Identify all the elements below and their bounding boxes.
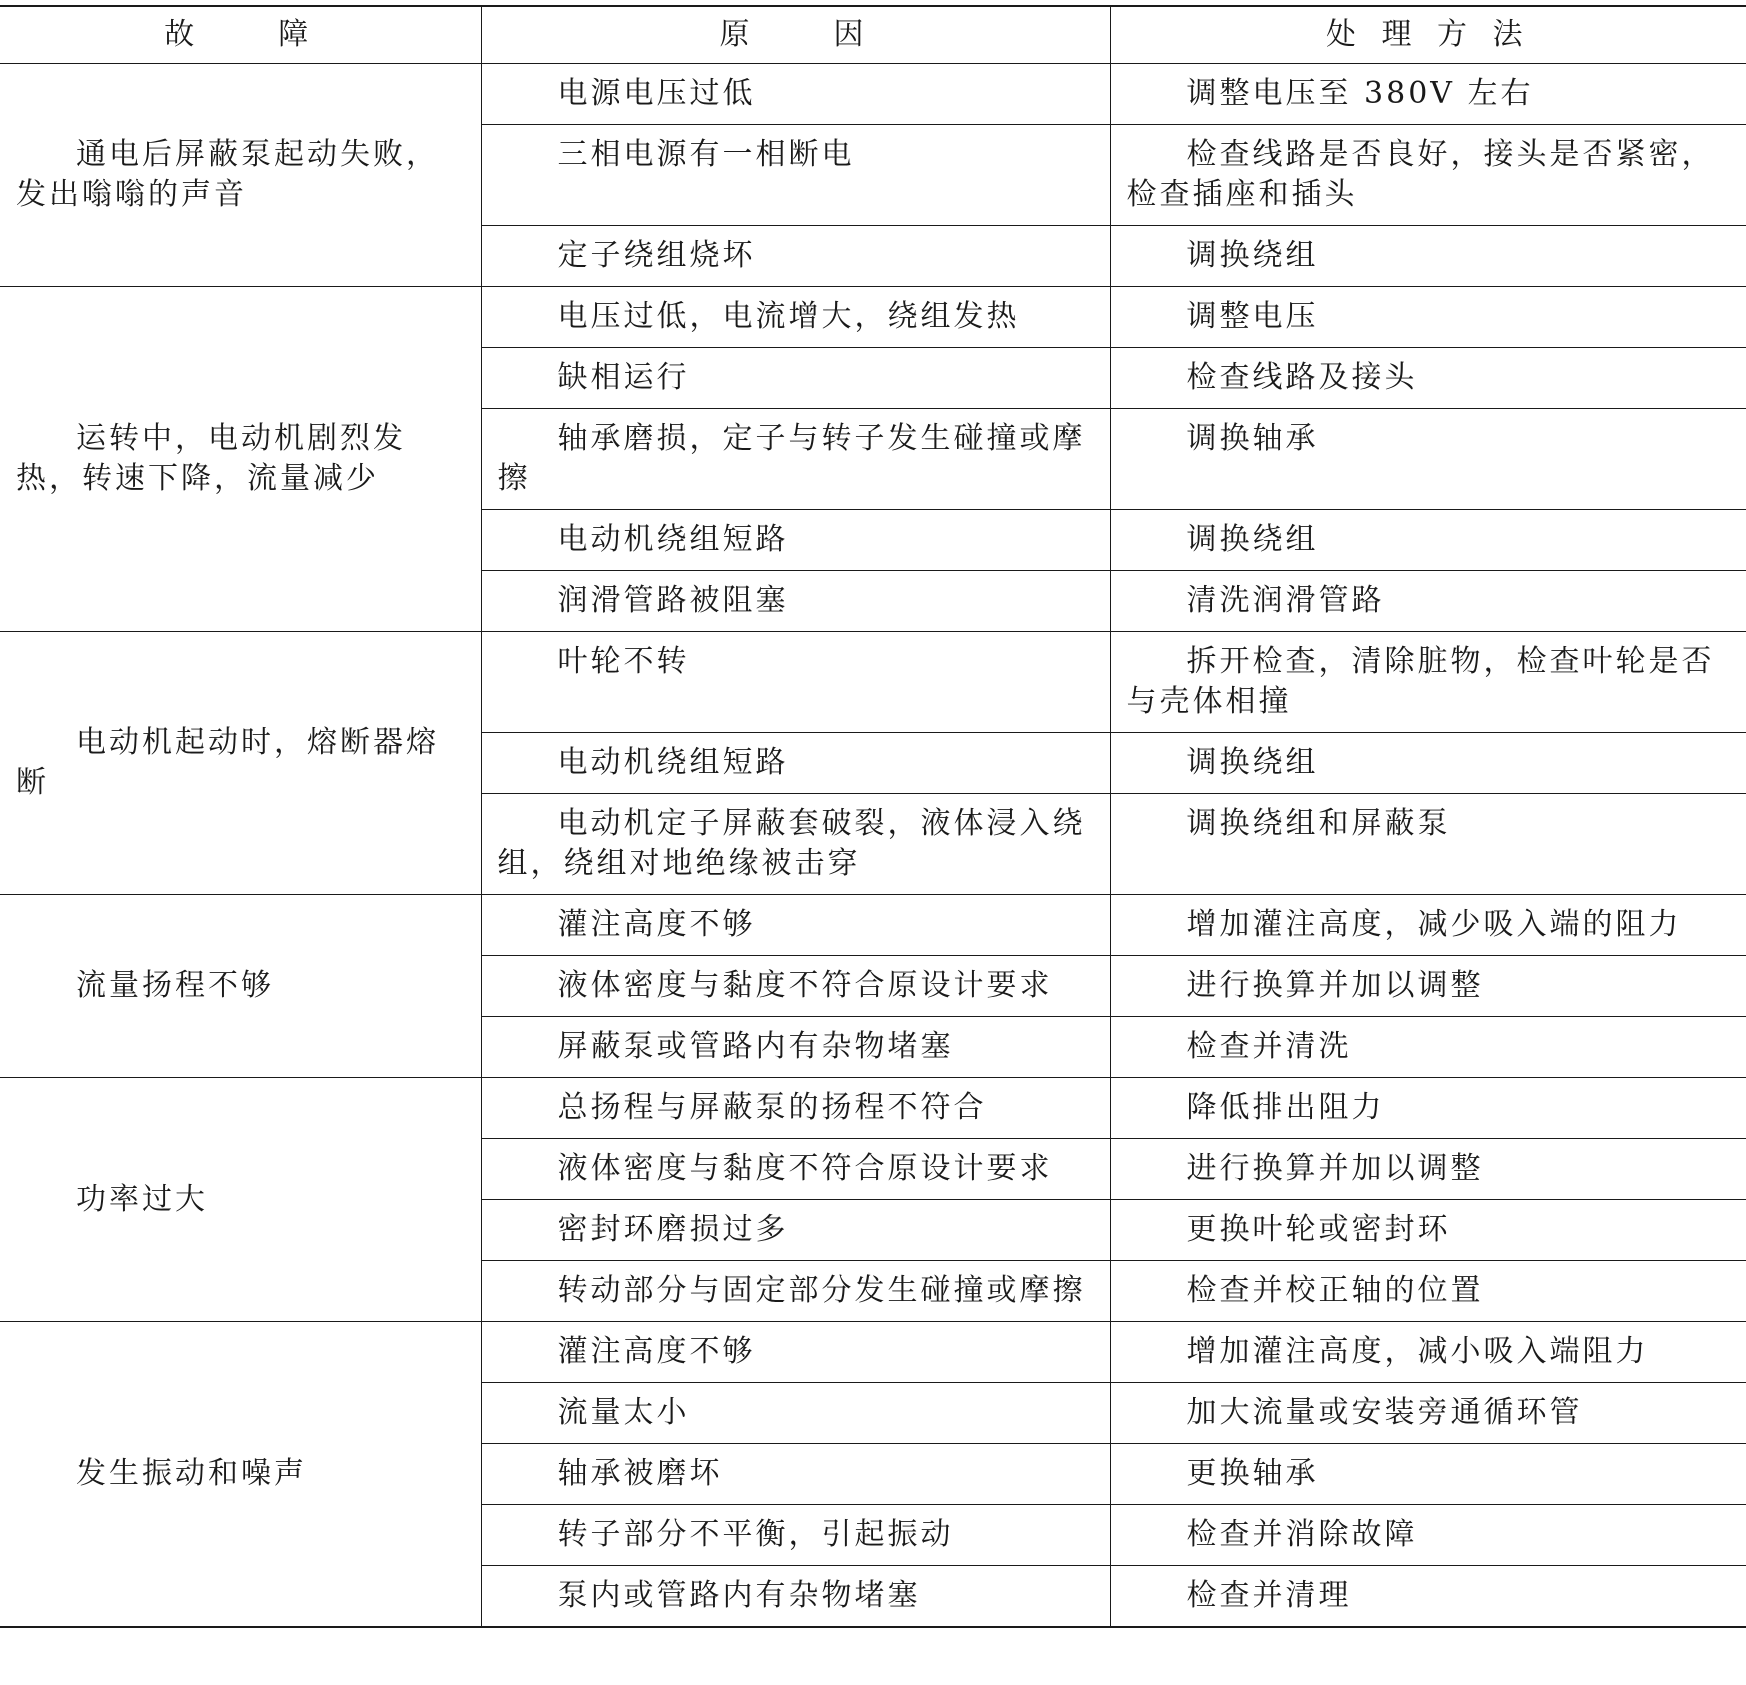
fault-cell: [0, 895, 481, 1078]
method-cell: [1110, 1200, 1746, 1261]
method-text: 更换叶轮或密封环: [1186, 1212, 1451, 1247]
cause-cell: [481, 510, 1110, 571]
cause-cell: [481, 1383, 1110, 1444]
method-cell: [1110, 956, 1746, 1017]
method-text: 检查并清理: [1186, 1578, 1352, 1613]
method-cell: [1110, 1505, 1746, 1566]
method-cell: [1110, 632, 1746, 733]
method-cell: [1110, 1383, 1746, 1444]
cause-text: 屏蔽泵或管路内有杂物堵塞: [557, 1029, 954, 1064]
method-text: 调换轴承: [1186, 421, 1319, 456]
table-row: [0, 64, 1746, 125]
cause-text: 三相电源有一相断电: [557, 137, 855, 172]
cause-text: 液体密度与黏度不符合原设计要求: [557, 968, 1053, 1003]
table-row: [0, 632, 1746, 733]
cause-text: 电动机定子屏蔽套破裂，液体浸入绕组，绕组对地绝缘被击穿: [497, 806, 1086, 881]
fault-cell: [0, 1322, 481, 1628]
cause-cell: [481, 1505, 1110, 1566]
method-text: 调整电压: [1186, 299, 1319, 334]
method-cell: [1110, 571, 1746, 632]
cause-cell: [481, 1200, 1110, 1261]
cause-cell: [481, 1444, 1110, 1505]
method-text: 检查线路及接头: [1186, 360, 1418, 395]
cause-text: 电压过低，电流增大，绕组发热: [557, 299, 1020, 334]
cause-cell: [481, 348, 1110, 409]
method-text: 更换轴承: [1186, 1456, 1319, 1491]
fault-cell: [0, 287, 481, 632]
method-text: 调整电压至 380V 左右: [1186, 76, 1534, 111]
cause-text: 定子绕组烧坏: [557, 238, 756, 273]
cause-text: 轴承磨损，定子与转子发生碰撞或摩擦: [497, 421, 1086, 496]
method-cell: [1110, 226, 1746, 287]
cause-cell: [481, 125, 1110, 226]
table-body: [0, 64, 1746, 1628]
cause-text: 润滑管路被阻塞: [557, 583, 789, 618]
header-row: [0, 6, 1746, 64]
cause-cell: [481, 287, 1110, 348]
cause-cell: [481, 956, 1110, 1017]
cause-text: 缺相运行: [557, 360, 690, 395]
cause-cell: [481, 1139, 1110, 1200]
cause-text: 灌注高度不够: [557, 1334, 756, 1369]
method-cell: [1110, 1139, 1746, 1200]
method-text: 调换绕组: [1186, 238, 1319, 273]
cause-cell: [481, 794, 1110, 895]
header-cause: 原 因: [481, 6, 1110, 64]
method-cell: [1110, 1444, 1746, 1505]
cause-text: 电动机绕组短路: [557, 745, 789, 780]
method-cell: [1110, 1078, 1746, 1139]
cause-cell: [481, 1078, 1110, 1139]
method-text: 进行换算并加以调整: [1186, 1151, 1484, 1186]
table-row: [0, 895, 1746, 956]
method-text: 降低排出阻力: [1186, 1090, 1385, 1125]
method-text: 检查并校正轴的位置: [1186, 1273, 1484, 1308]
cause-text: 灌注高度不够: [557, 907, 756, 942]
cause-cell: [481, 1322, 1110, 1383]
fault-text: 电动机起动时，熔断器熔断: [16, 725, 439, 800]
fault-text: 发生振动和噪声: [76, 1456, 307, 1491]
cause-text: 密封环磨损过多: [557, 1212, 789, 1247]
method-text: 增加灌注高度，减少吸入端的阻力: [1186, 907, 1682, 942]
cause-text: 流量太小: [557, 1395, 690, 1430]
method-cell: [1110, 1261, 1746, 1322]
cause-cell: [481, 226, 1110, 287]
cause-text: 总扬程与屏蔽泵的扬程不符合: [557, 1090, 987, 1125]
method-text: 检查并消除故障: [1186, 1517, 1418, 1552]
header-fault: 故 障: [0, 6, 481, 64]
table-row: [0, 1078, 1746, 1139]
fault-cell: [0, 632, 481, 895]
method-text: 拆开检查，清除脏物，检查叶轮是否与壳体相撞: [1126, 644, 1715, 719]
cause-text: 转动部分与固定部分发生碰撞或摩擦: [557, 1273, 1086, 1308]
method-cell: [1110, 287, 1746, 348]
method-text: 检查线路是否良好，接头是否紧密，检查插座和插头: [1126, 137, 1715, 212]
fault-text: 运转中，电动机剧烈发热，转速下降，流量减少: [16, 421, 406, 496]
cause-cell: [481, 632, 1110, 733]
cause-cell: [481, 733, 1110, 794]
method-cell: [1110, 1017, 1746, 1078]
cause-cell: [481, 64, 1110, 125]
cause-cell: [481, 895, 1110, 956]
method-cell: [1110, 510, 1746, 571]
method-text: 增加灌注高度，减小吸入端阻力: [1186, 1334, 1649, 1369]
table-row: [0, 1322, 1746, 1383]
method-cell: [1110, 348, 1746, 409]
cause-cell: [481, 571, 1110, 632]
method-text: 检查并清洗: [1186, 1029, 1352, 1064]
method-cell: [1110, 1322, 1746, 1383]
method-cell: [1110, 794, 1746, 895]
cause-text: 转子部分不平衡，引起振动: [557, 1517, 954, 1552]
method-text: 清洗润滑管路: [1186, 583, 1385, 618]
method-text: 调换绕组和屏蔽泵: [1186, 806, 1451, 841]
method-cell: [1110, 125, 1746, 226]
cause-cell: [481, 409, 1110, 510]
cause-text: 液体密度与黏度不符合原设计要求: [557, 1151, 1053, 1186]
method-text: 加大流量或安装旁通循环管: [1186, 1395, 1583, 1430]
cause-text: 电源电压过低: [557, 76, 756, 111]
fault-cell: [0, 1078, 481, 1322]
method-cell: [1110, 1566, 1746, 1628]
method-cell: [1110, 733, 1746, 794]
cause-text: 电动机绕组短路: [557, 522, 789, 557]
method-text: 进行换算并加以调整: [1186, 968, 1484, 1003]
fault-cell: [0, 64, 481, 287]
method-text: 调换绕组: [1186, 745, 1319, 780]
fault-text: 功率过大: [76, 1181, 208, 1217]
method-cell: [1110, 895, 1746, 956]
table-row: [0, 287, 1746, 348]
fault-text: 流量扬程不够: [76, 968, 274, 1003]
cause-cell: [481, 1017, 1110, 1078]
fault-text: 通电后屏蔽泵起动失败，发出嗡嗡的声音: [16, 137, 439, 212]
cause-text: 叶轮不转: [557, 644, 690, 679]
cause-cell: [481, 1566, 1110, 1628]
header-method: 处 理 方 法: [1325, 17, 1531, 52]
cause-cell: [481, 1261, 1110, 1322]
cause-text: 轴承被磨坏: [557, 1456, 723, 1491]
fault-table: [0, 5, 1746, 1628]
method-cell: [1110, 409, 1746, 510]
method-cell: [1110, 64, 1746, 125]
method-text: 调换绕组: [1186, 522, 1319, 557]
cause-text: 泵内或管路内有杂物堵塞: [557, 1578, 921, 1613]
